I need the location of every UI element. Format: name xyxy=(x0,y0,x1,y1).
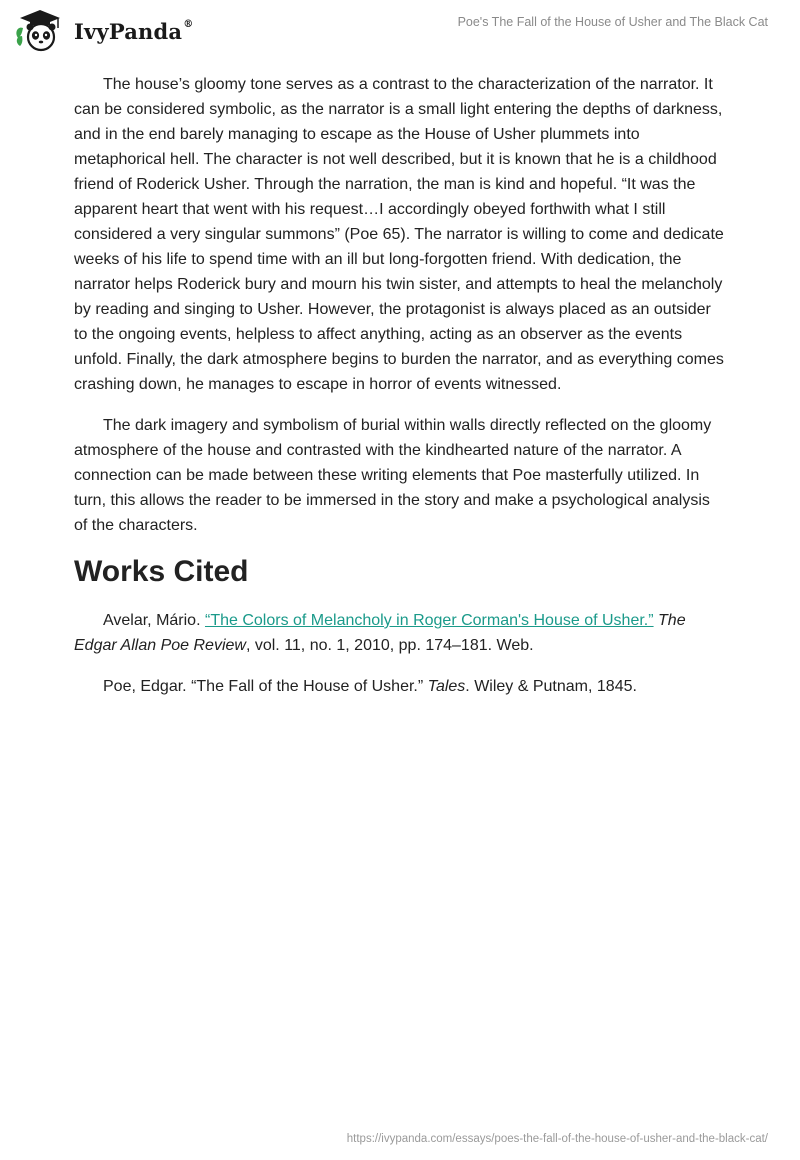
citation-details: , vol. 11, no. 1, 2010, pp. 174–181. Web. xyxy=(245,637,534,654)
citation-author: Poe, Edgar. xyxy=(103,678,187,695)
citation-journal: The Edgar Allan Poe Review xyxy=(74,612,686,654)
page-header xyxy=(0,0,800,60)
brand-name xyxy=(74,19,193,44)
citation-entry xyxy=(74,608,724,658)
citation-title: “The Fall of the House of Usher.” xyxy=(191,678,424,695)
citation-title-link[interactable]: “The Colors of Melancholy in Roger Corman's House of Usher.” xyxy=(204,612,654,629)
ivypanda-logo[interactable] xyxy=(14,8,193,52)
works-cited-heading: Works Cited xyxy=(74,555,249,588)
registered-mark: ® xyxy=(183,18,194,30)
document-title: Poe's The Fall of the House of Usher and The Black Cat xyxy=(457,15,768,29)
body-paragraph: The dark imagery and symbolism of burial within walls directly reflected on the gloomy atmosphere of the house and contrasted with the kindhearted nature of the narrator. A connection can be made between these writing elements that Poe masterfully utilized. In turn, this allows the reader to be immersed in the story and make a psychological analysis of the characters. xyxy=(74,417,712,534)
essay-content xyxy=(74,72,724,715)
citation-book: Tales xyxy=(427,678,466,695)
body-paragraph: The house’s gloomy tone serves as a contrast to the characterization of the narrator. It can be considered symbolic, as the narrator is a small light entering the depths of darkness, and in the end barely managing to escape as the House of Usher plummets into metaphorical hell. The character is not well described, but it is known that he is a childhood friend of Roderick Usher. Through the narration, the man is kind and hopeful. “It was the apparent heart that went with his request…I accordingly obeyed forthwith what I still considered a very singular summons” (Poe 65). The narrator is willing to come and dedicate weeks of his life to spend time with an ill but long-forgotten friend. With dedication, the narrator helps Roderick bury and mourn his twin sister, and attempts to heal the melancholy by reading and singing to Usher. However, the protagonist is always placed as an outsider to the ongoing events, helpless to affect anything, acting as an observer as the events unfold. Finally, the dark atmosphere begins to burden the narrator, and as everything comes crashing down, he manages to escape in horror of events witnessed. xyxy=(74,76,724,393)
footer-url: https://ivypanda.com/essays/poes-the-fall-of-the-house-of-usher-and-the-black-cat/ xyxy=(346,1133,768,1145)
citation-details: . Wiley & Putnam, 1845. xyxy=(465,678,637,695)
brand-name-text: IvyPanda xyxy=(74,18,183,44)
panda-logo-icon xyxy=(14,8,66,52)
citation-entry xyxy=(74,674,724,699)
citation-author: Avelar, Mário. xyxy=(103,612,201,629)
